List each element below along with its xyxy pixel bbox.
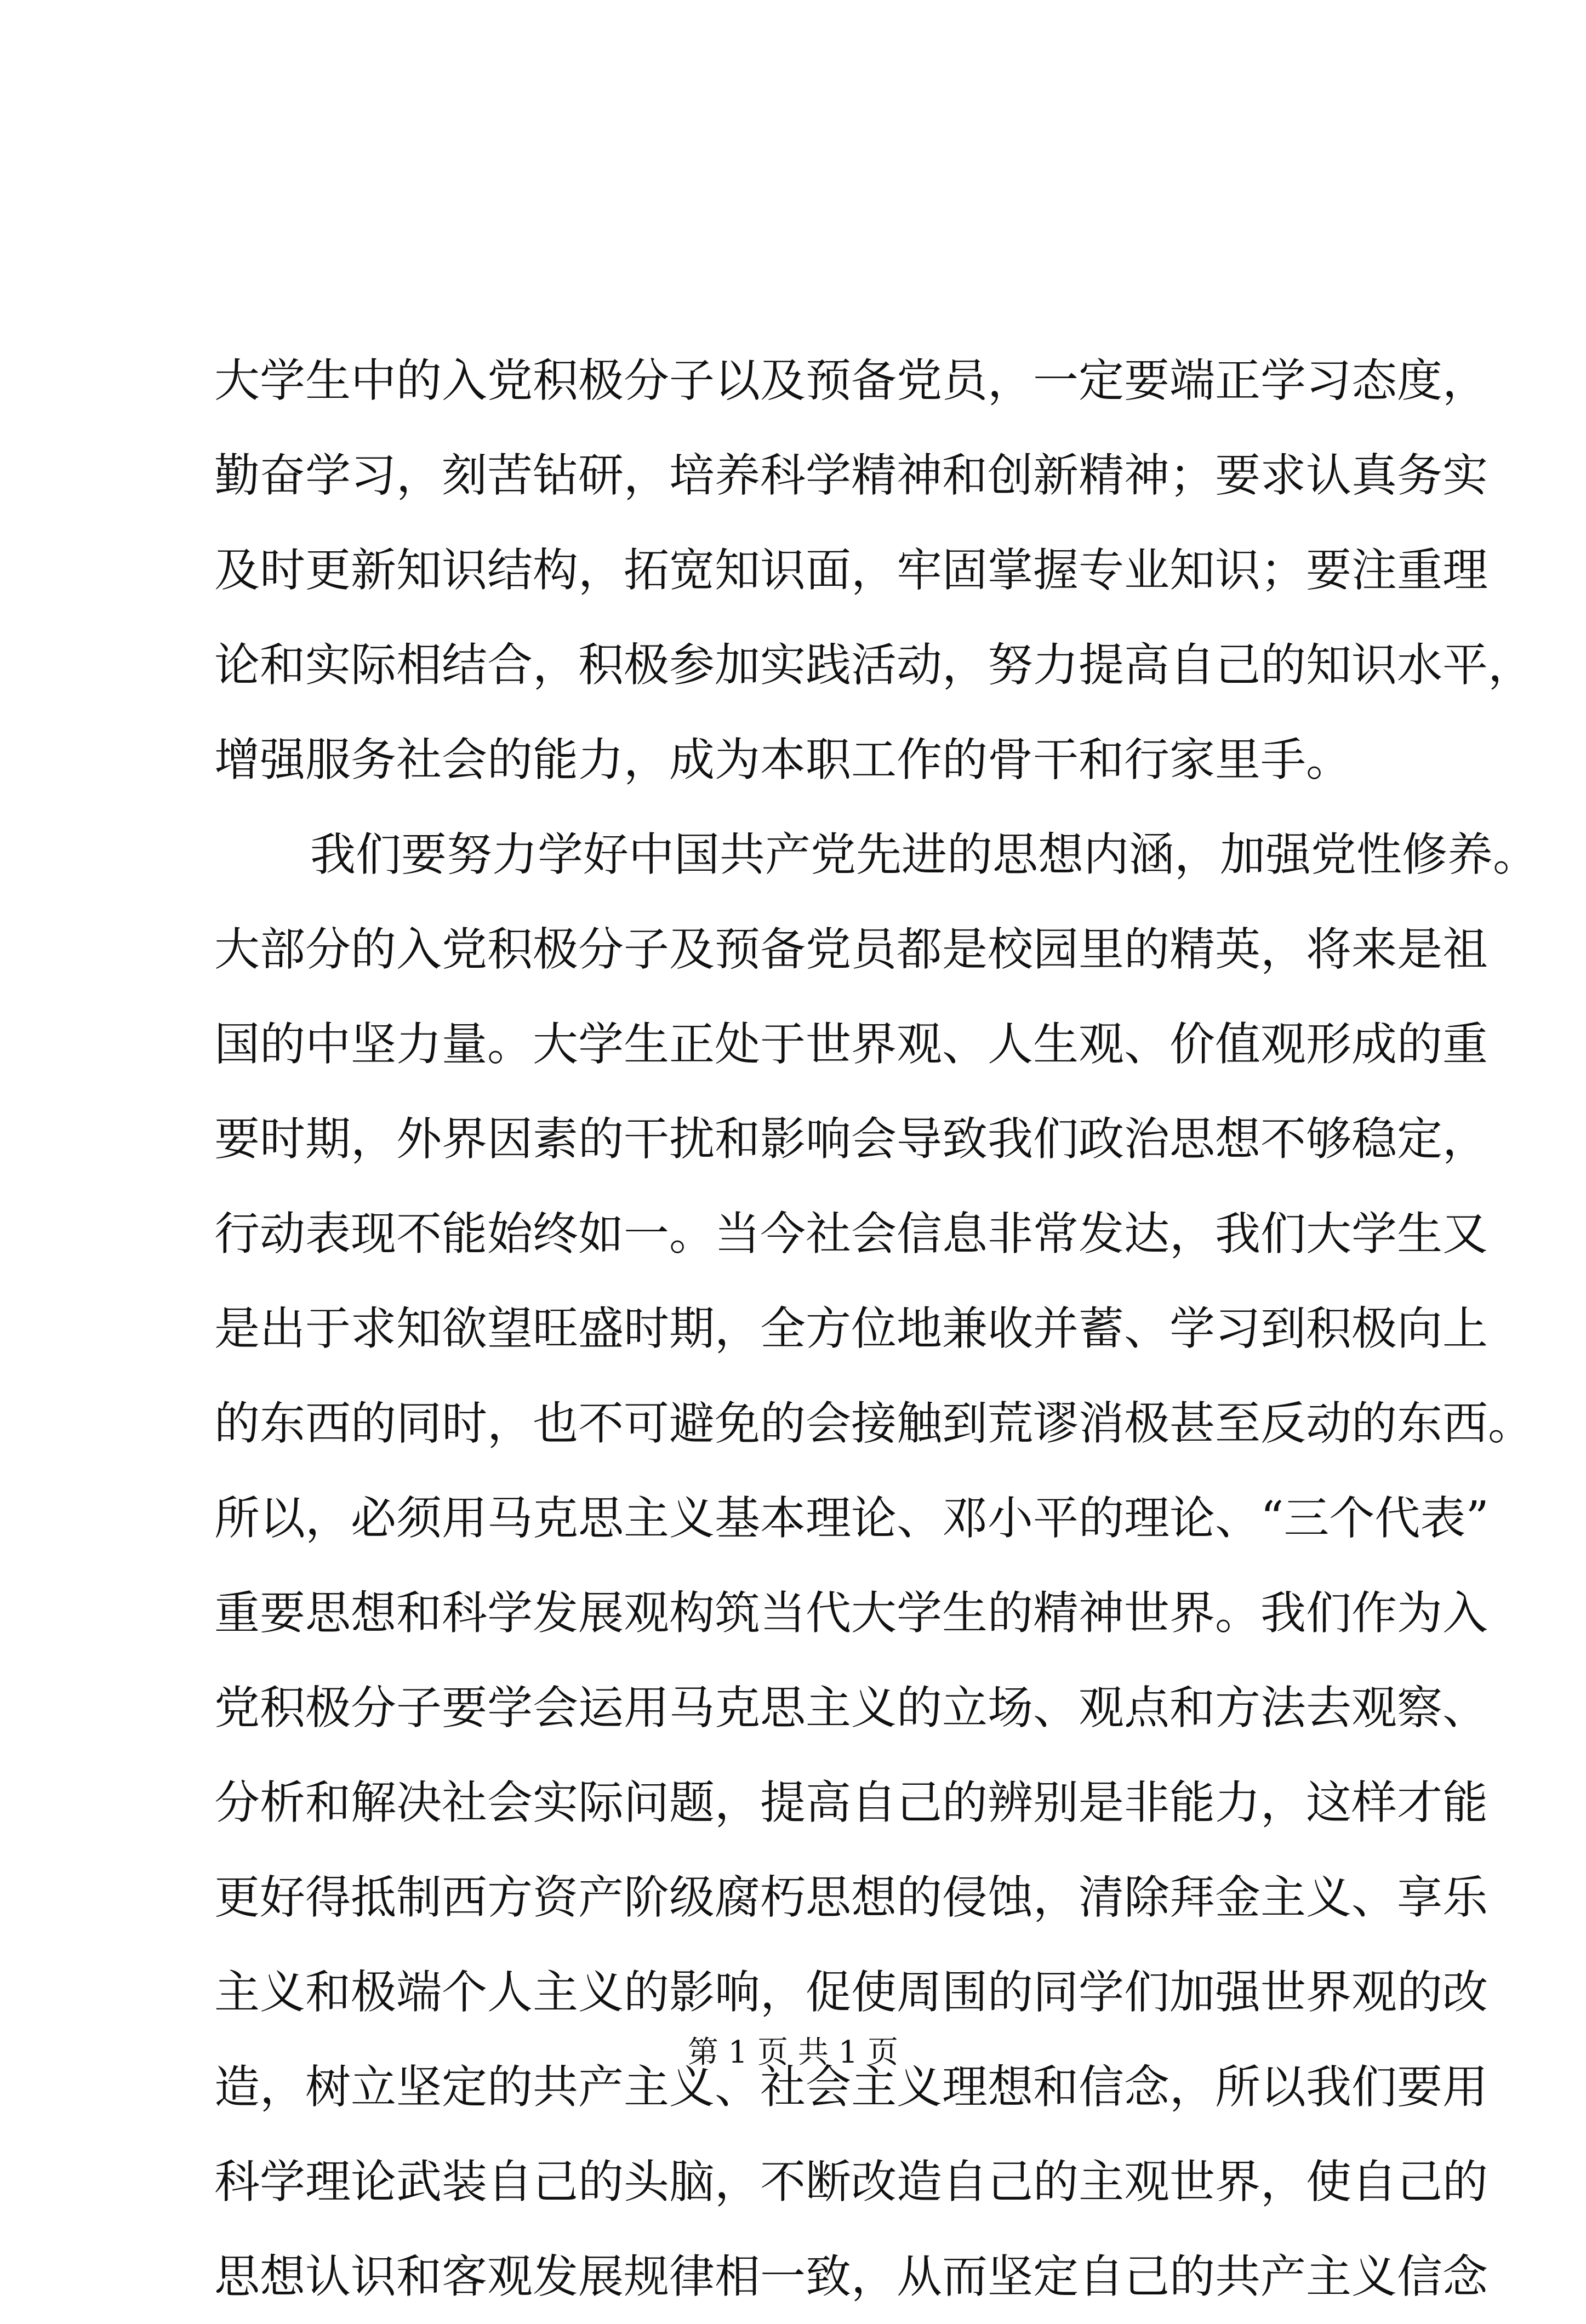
paragraph-2-line-2: 大部分的入党积极分子及预备党员都是校园里的精英，将来是祖 bbox=[214, 923, 1488, 976]
paragraph-2-line-7: 的东西的同时，也不可避免的会接触到荒谬消极甚至反动的东西。 bbox=[214, 1397, 1533, 1450]
paragraph-2-line-11: 分析和解决社会实际问题，提高自己的辨别是非能力，这样才能 bbox=[214, 1776, 1488, 1829]
paragraph-2-line-4: 要时期，外界因素的干扰和影响会导致我们政治思想不够稳定， bbox=[214, 1112, 1488, 1166]
paragraph-2-line-1: 我们要努力学好中国共产党先进的思想内涵，加强党性修养。 bbox=[310, 828, 1538, 881]
paragraph-2-line-10: 党积极分子要学会运用马克思主义的立场、观点和方法去观察、 bbox=[214, 1681, 1488, 1734]
paragraph-2-line-5: 行动表现不能始终如一。当今社会信息非常发达，我们大学生又 bbox=[214, 1207, 1488, 1260]
paragraph-2-line-13: 主义和极端个人主义的影响，促使周围的同学们加强世界观的改 bbox=[214, 1966, 1488, 2019]
paragraph-1-line-4: 论和实际相结合，积极参加实践活动，努力提高自己的知识水平， bbox=[214, 638, 1533, 692]
paragraph-2-line-16: 思想认识和客观发展规律相一致，从而坚定自己的共产主义信念 bbox=[214, 2250, 1488, 2303]
paragraph-2-line-6: 是出于求知欲望旺盛时期，全方位地兼收并蓄、学习到积极向上 bbox=[214, 1302, 1488, 1355]
paragraph-2-line-15: 科学理论武装自己的头脑，不断改造自己的主观世界，使自己的 bbox=[214, 2155, 1488, 2208]
paragraph-1-line-3: 及时更新知识结构，拓宽知识面，牢固掌握专业知识；要注重理 bbox=[214, 544, 1488, 597]
document-body bbox=[214, 333, 1538, 2324]
paragraph-1-line-5: 增强服务社会的能力，成为本职工作的骨干和行家里手。 bbox=[214, 733, 1351, 786]
paragraph-2-line-8: 所以，必须用马克思主义基本理论、邓小平的理论、“三个代表” bbox=[214, 1492, 1489, 1545]
paragraph-1-line-2: 勤奋学习，刻苦钻研，培养科学精神和创新精神；要求认真务实 bbox=[214, 449, 1488, 502]
page-number-label: 第 1 页 共 1 页 bbox=[687, 2035, 899, 2070]
paragraph-2-line-12: 更好得抵制西方资产阶级腐朽思想的侵蚀，清除拜金主义、享乐 bbox=[214, 1871, 1488, 1924]
page-footer bbox=[0, 2031, 1586, 2075]
paragraph-2-line-3: 国的中坚力量。大学生正处于世界观、人生观、价值观形成的重 bbox=[214, 1018, 1488, 1071]
paragraph-2-line-14: 造，树立坚定的共产主义、社会主义理想和信念，所以我们要用 bbox=[214, 2060, 1488, 2114]
paragraph-2-line-9: 重要思想和科学发展观构筑当代大学生的精神世界。我们作为入 bbox=[214, 1586, 1488, 1640]
paragraph-1-line-1: 大学生中的入党积极分子以及预备党员，一定要端正学习态度， bbox=[214, 354, 1488, 407]
